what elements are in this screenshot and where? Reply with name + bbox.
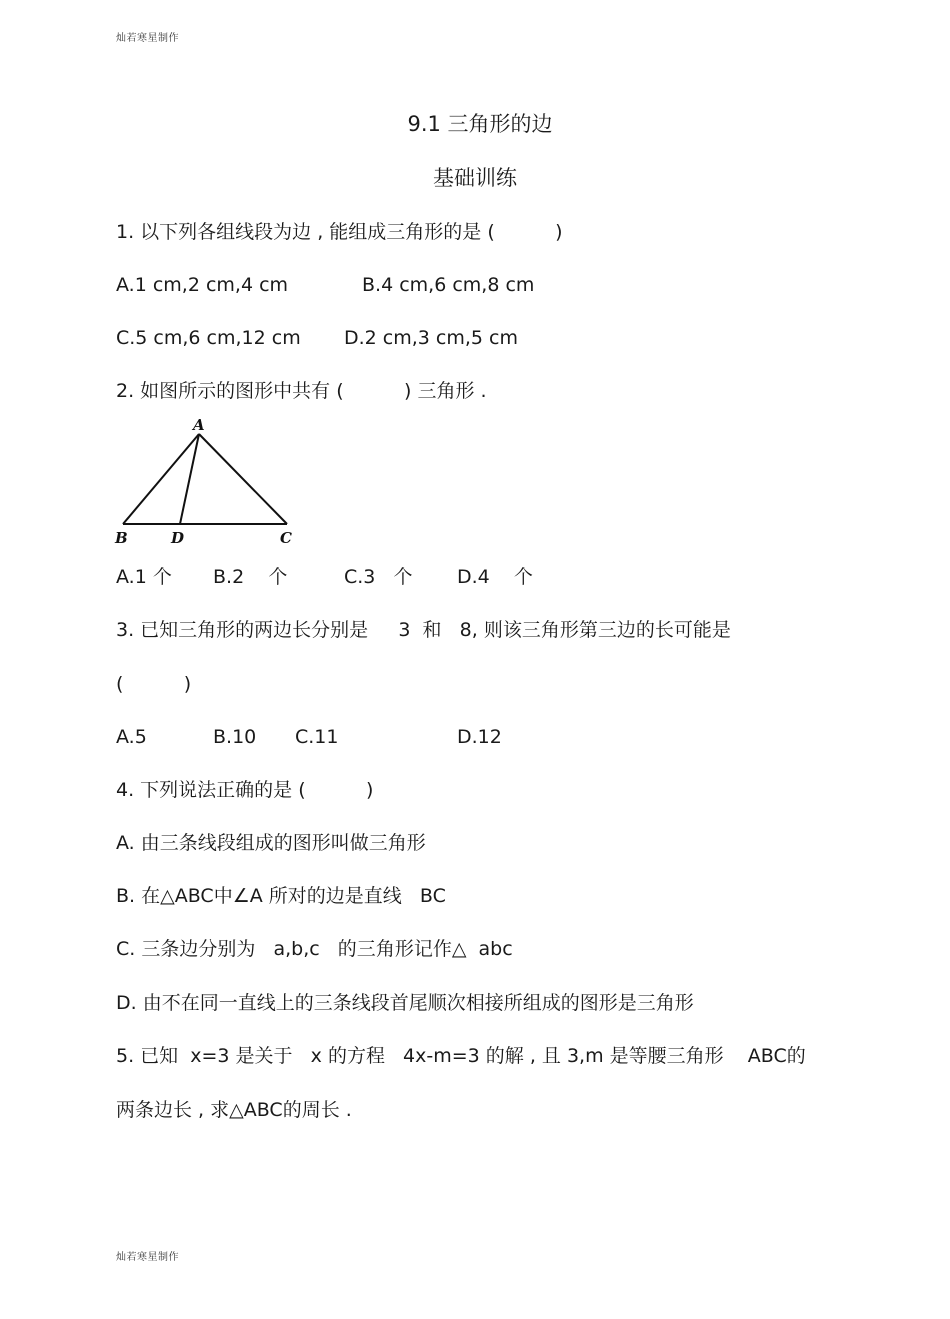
page-header: 灿若寒星制作 (116, 33, 179, 44)
question-5-line-2: 两条边长 , 求△ABC的周长 . (116, 1099, 352, 1121)
question-4-option-d: D. 由不在同一直线上的三条线段首尾顺次相接所组成的图形是三角形 (116, 992, 694, 1014)
question-4-option-a: A. 由三条线段组成的图形叫做三角形 (116, 832, 426, 854)
section-subtitle: 基础训练 (433, 166, 517, 190)
question-2-option-c: C.3 个 (344, 566, 413, 588)
triangle-diagram (112, 414, 302, 550)
segment-ac (199, 434, 287, 524)
question-5-line-1: 5. 已知 x=3 是关于 x 的方程 4x-m=3 的解 , 且 3,m 是等腰三角形 ABC的 (116, 1045, 806, 1067)
question-4-stem: 4. 下列说法正确的是 ( ) (116, 779, 374, 801)
question-3-stem: 3. 已知三角形的两边长分别是 3 和 8, 则该三角形第三边的长可能是 (116, 619, 731, 641)
question-1-stem: 1. 以下列各组线段为边 , 能组成三角形的是 ( ) (116, 221, 563, 243)
point-label-d: D (171, 529, 185, 547)
question-2-option-b: B.2 个 (213, 566, 288, 588)
page-footer: 灿若寒星制作 (116, 1252, 179, 1263)
section-title: 9.1 三角形的边 (407, 112, 553, 136)
question-3-option-b: B.10 (213, 726, 257, 748)
segment-ad (180, 434, 199, 524)
point-label-c: C (280, 529, 292, 547)
question-4-option-b: B. 在△ABC中∠A 所对的边是直线 BC (116, 885, 446, 907)
question-3-option-c: C.11 (295, 726, 339, 748)
question-2-option-d: D.4 个 (457, 566, 533, 588)
question-1-option-d: D.2 cm,3 cm,5 cm (344, 327, 518, 349)
question-3-stem-cont: ( ) (116, 673, 192, 695)
question-3-option-a: A.5 (116, 726, 147, 748)
question-1-option-b: B.4 cm,6 cm,8 cm (362, 274, 535, 296)
point-label-b: B (115, 529, 128, 547)
question-3-option-d: D.12 (457, 726, 502, 748)
question-4-option-c: C. 三条边分别为 a,b,c 的三角形记作△ abc (116, 938, 513, 960)
segment-ab (123, 434, 199, 524)
question-2-stem: 2. 如图所示的图形中共有 ( ) 三角形 . (116, 380, 487, 402)
question-1-option-c: C.5 cm,6 cm,12 cm (116, 327, 301, 349)
triangle-figure (112, 414, 302, 550)
point-label-a: A (193, 416, 205, 434)
question-2-option-a: A.1 个 (116, 566, 172, 588)
question-1-option-a: A.1 cm,2 cm,4 cm (116, 274, 289, 296)
